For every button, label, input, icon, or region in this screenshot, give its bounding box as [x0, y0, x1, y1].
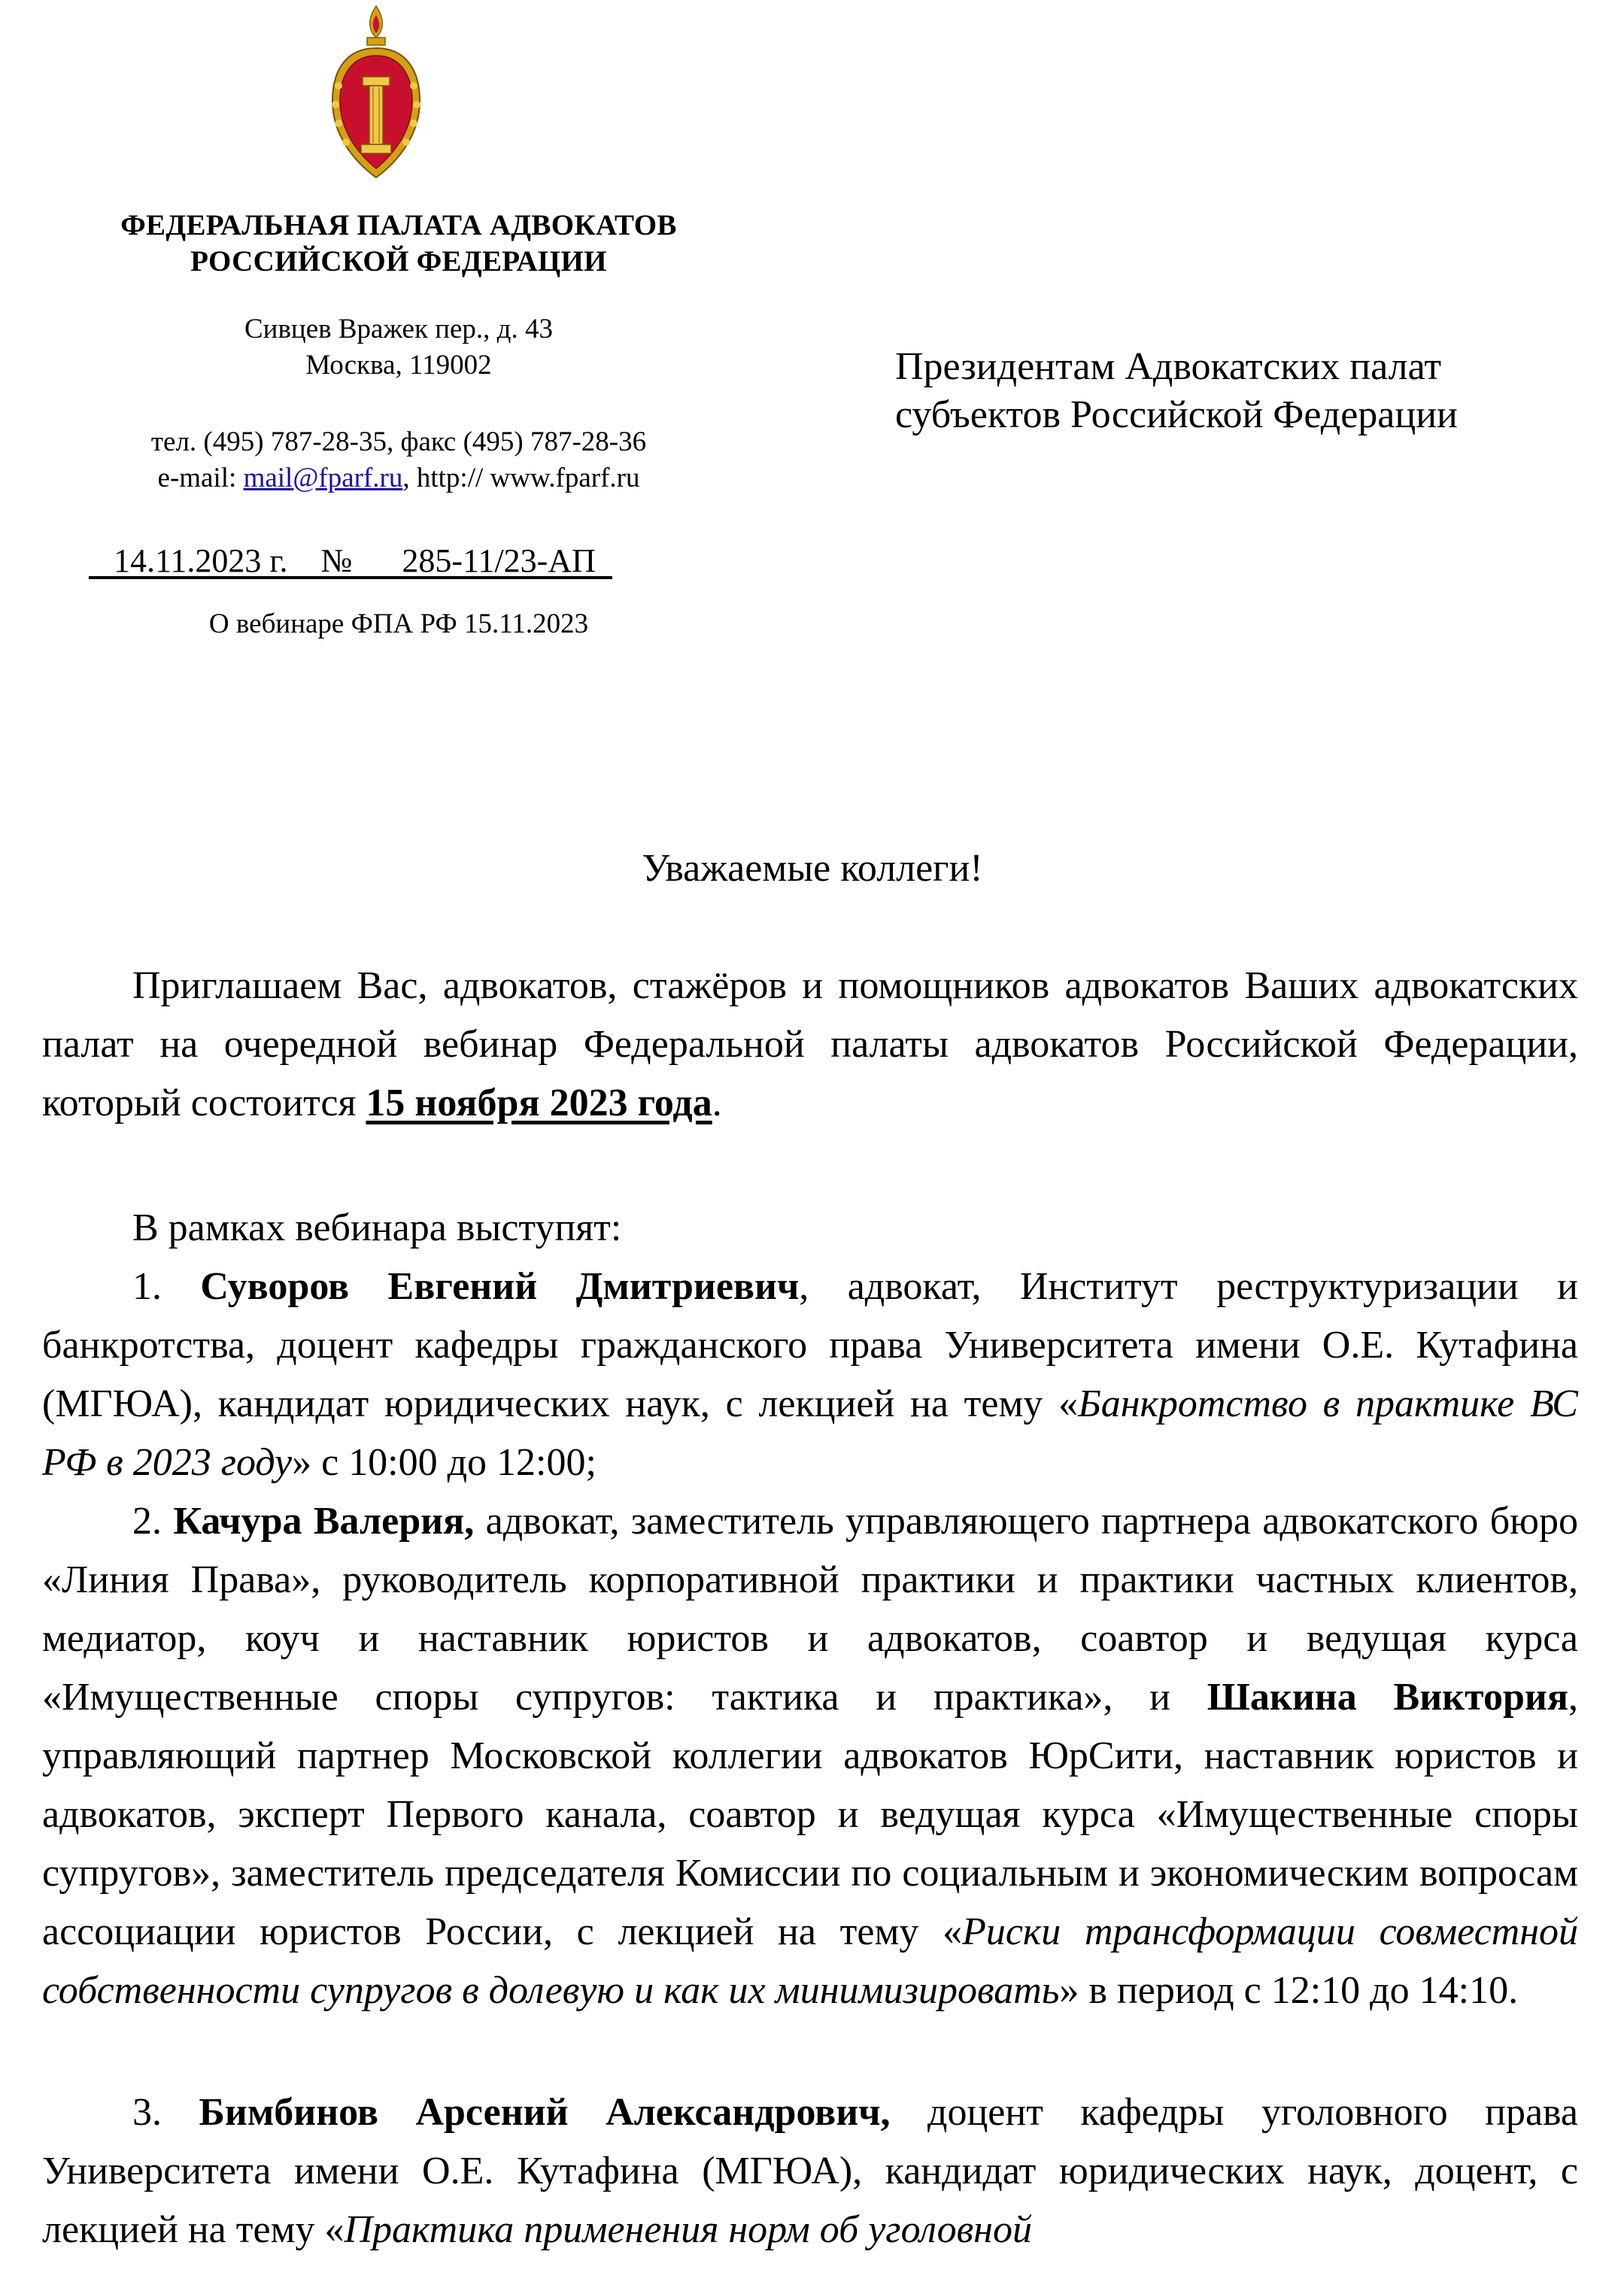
postal-address	[45, 311, 752, 384]
speaker-description-second: , управляющий партнер Московской коллегии адвокатов ЮрСити, наставник юристов и адвокатов, эксперт Первого канала, соавтор и ведущая курса «Имущественные споры супругов», заместитель председателя Комиссии по социальным и экономическим вопросам ассоциации юристов России, с лекцией на тему «	[42, 1676, 1578, 1953]
lecture-topic: Риски трансформации совместной собственности супругов в долевую и как их минимизировать	[42, 1910, 1578, 2012]
letter-subject: О вебинаре ФПА РФ 15.11.2023	[208, 608, 589, 639]
website-text: , http:// www.fparf.ru	[402, 463, 640, 493]
organization-name	[45, 208, 752, 280]
email-link[interactable]: mail@fparf.ru	[243, 463, 403, 493]
speakers-intro: В рамках вебинара выступят:	[132, 1206, 622, 1249]
organization-name-line1: ФЕДЕРАЛЬНАЯ ПАЛАТА АДВОКАТОВ	[120, 209, 677, 241]
speaker-item-3	[42, 2083, 1578, 2259]
email-web-line	[45, 460, 752, 496]
speaker-number: 1.	[132, 1265, 201, 1308]
lecture-topic: Практика применения норм об уголовной	[344, 2208, 1032, 2251]
speaker-item-1	[42, 1258, 1578, 1492]
organization-name-line2: РОССИЙСКОЙ ФЕДЕРАЦИИ	[190, 245, 607, 278]
speaker-number: 2.	[132, 1500, 174, 1543]
intro-text: Приглашаем Вас, адвокатов, стажёров и помощников адвокатов Ваших адвокатских палат на очередной вебинар Федеральной палаты адвокатов Российской Федерации, который состоится	[42, 964, 1578, 1124]
speaker-item-2	[42, 1492, 1578, 2020]
phone-fax: тел. (495) 787-28-35, факс (495) 787-28-36	[150, 426, 647, 457]
addressee	[895, 343, 1602, 439]
intro-paragraph	[42, 957, 1578, 1133]
speaker-name: Качура Валерия,	[173, 1500, 475, 1543]
bar-association-emblem-icon	[323, 3, 429, 184]
speaker-description: адвокат, заместитель управляющего партнера адвокатского бюро «Линия Права», руководитель корпоративной практики и практики частных клиентов, медиатор, коуч и наставник юристов и адвокатов, соавтор и ведущая курса «Имущественные споры супругов: тактика и практика», и	[42, 1500, 1578, 1719]
lecture-topic: Банкротство в практике ВС РФ в 2023 году	[42, 1382, 1578, 1484]
addressee-line2: субъектов Российской Федерации	[895, 393, 1458, 436]
email-label: e-mail:	[157, 463, 244, 493]
speaker-description: , адвокат, Институт реструктуризации и банкротства, доцент кафедры гражданского права Университета имени О.Е. Кутафина (МГЮА), кандидат юридических наук, с лекцией на тему «	[42, 1265, 1579, 1425]
webinar-date: 15 ноября 2023 года	[366, 1082, 712, 1124]
registration-number: 14.11.2023 г. № 285-11/23-АП	[89, 542, 612, 579]
greeting: Уважаемые коллеги!	[642, 847, 983, 890]
address-city: Москва, 119002	[305, 350, 492, 381]
lecture-time: » с 10:00 до 12:00;	[292, 1441, 596, 1484]
lecture-time: » в период с 12:10 до 14:10.	[1059, 1969, 1519, 2012]
addressee-line1: Президентам Адвокатских палат	[895, 345, 1442, 388]
speaker-description: доцент кафедры уголовного права Университета имени О.Е. Кутафина (МГЮА), кандидат юридических наук, доцент, с лекцией на тему «	[42, 2091, 1578, 2251]
speaker-name: Бимбинов Арсений Александрович,	[199, 2091, 891, 2134]
speaker-name: Суворов Евгений Дмитриевич	[200, 1265, 800, 1308]
speaker-number: 3.	[132, 2091, 199, 2134]
speaker-name-second: Шакина Виктория	[1207, 1676, 1568, 1719]
letterhead	[45, 208, 752, 496]
intro-end: .	[712, 1082, 722, 1124]
address-street: Сивцев Вражек пер., д. 43	[244, 314, 554, 344]
contact-info	[45, 424, 752, 496]
